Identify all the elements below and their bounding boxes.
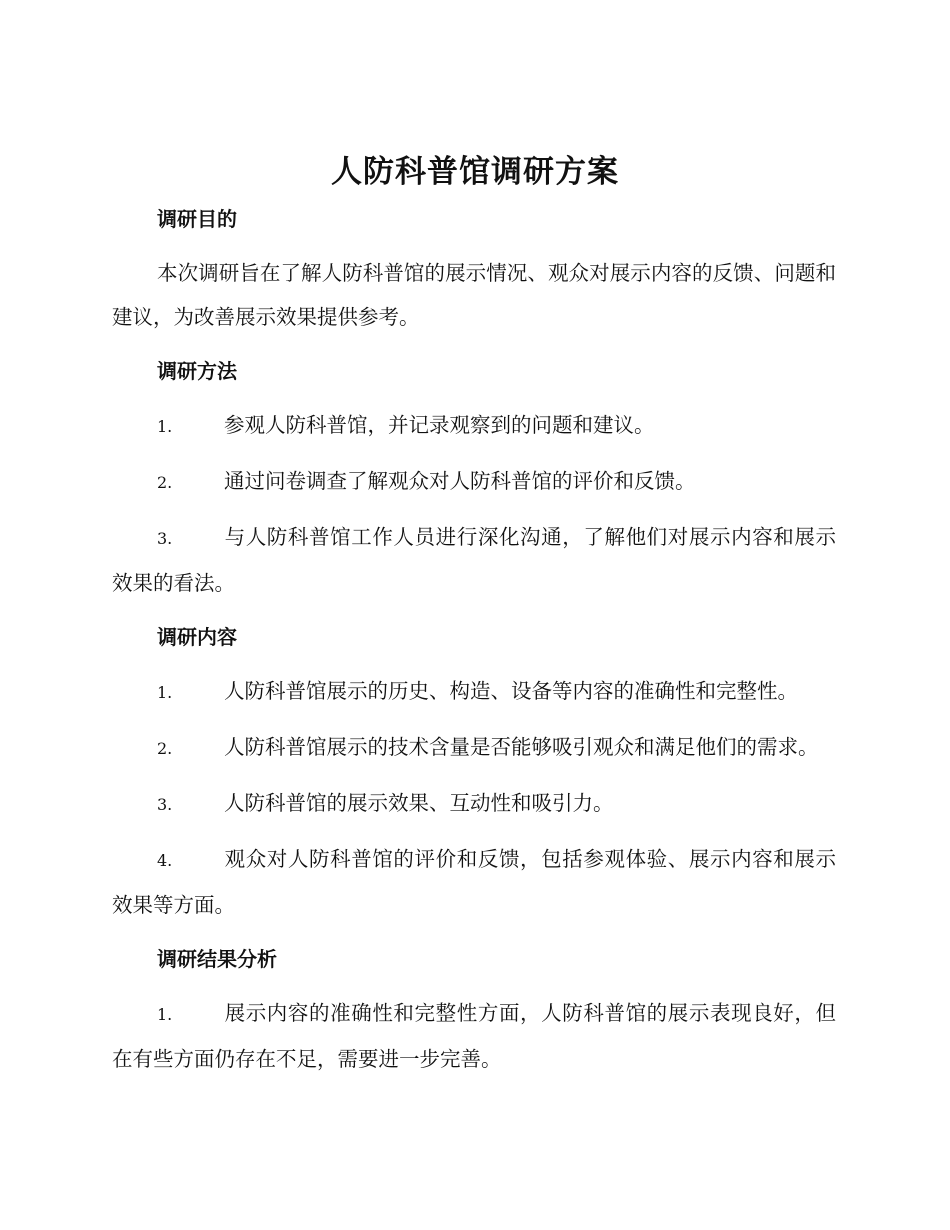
section-heading: 调研方法: [157, 359, 237, 383]
list-item-text: 通过问卷调查了解观众对人防科普馆的评价和反馈。: [224, 469, 696, 493]
list-item-number: 4.: [157, 851, 173, 870]
list-item-number: 3.: [157, 795, 173, 814]
list-item: [112, 459, 836, 505]
list-item: [112, 725, 836, 771]
list-item: [112, 515, 836, 605]
list-item: [112, 991, 836, 1081]
section-heading: 调研结果分析: [157, 947, 277, 971]
list-item-number: 3.: [157, 529, 173, 548]
list-item-text: 人防科普馆的展示效果、互动性和吸引力。: [224, 791, 614, 815]
section-heading: 调研内容: [157, 625, 237, 649]
list-item: [112, 781, 836, 827]
list-item-text: 与人防科普馆工作人员进行深化沟通，了解他们对展示内容和展示效果的看法。: [112, 525, 836, 595]
list-item-text: 人防科普馆展示的历史、构造、设备等内容的准确性和完整性。: [224, 679, 798, 703]
list-item-text: 参观人防科普馆，并记录观察到的问题和建议。: [224, 413, 655, 437]
list-item: [112, 403, 836, 449]
list-item-number: 1.: [157, 1005, 173, 1024]
list-item-number: 2.: [157, 473, 173, 492]
list-item-text: 展示内容的准确性和完整性方面，人防科普馆的展示表现良好，但在有些方面仍存在不足，需要进一步完善。: [112, 1001, 836, 1071]
list-item: [112, 669, 836, 715]
section-heading: 调研目的: [157, 207, 237, 231]
section-purpose: [112, 197, 836, 339]
section-paragraph: 本次调研旨在了解人防科普馆的展示情况、观众对展示内容的反馈、问题和建议，为改善展示效果提供参考。: [112, 261, 836, 329]
list-item-text: 人防科普馆展示的技术含量是否能够吸引观众和满足他们的需求。: [224, 735, 819, 759]
section-method: [112, 349, 836, 605]
document-body: [112, 197, 836, 1081]
section-analysis: [112, 937, 836, 1081]
list-item-number: 1.: [157, 417, 173, 436]
list-item-number: 1.: [157, 683, 173, 702]
list-item-text: 观众对人防科普馆的评价和反馈，包括参观体验、展示内容和展示效果等方面。: [112, 847, 836, 917]
section-content: [112, 615, 836, 927]
list-item: [112, 837, 836, 927]
list-item-number: 2.: [157, 739, 173, 758]
document-title: 人防科普馆调研方案: [331, 154, 619, 190]
